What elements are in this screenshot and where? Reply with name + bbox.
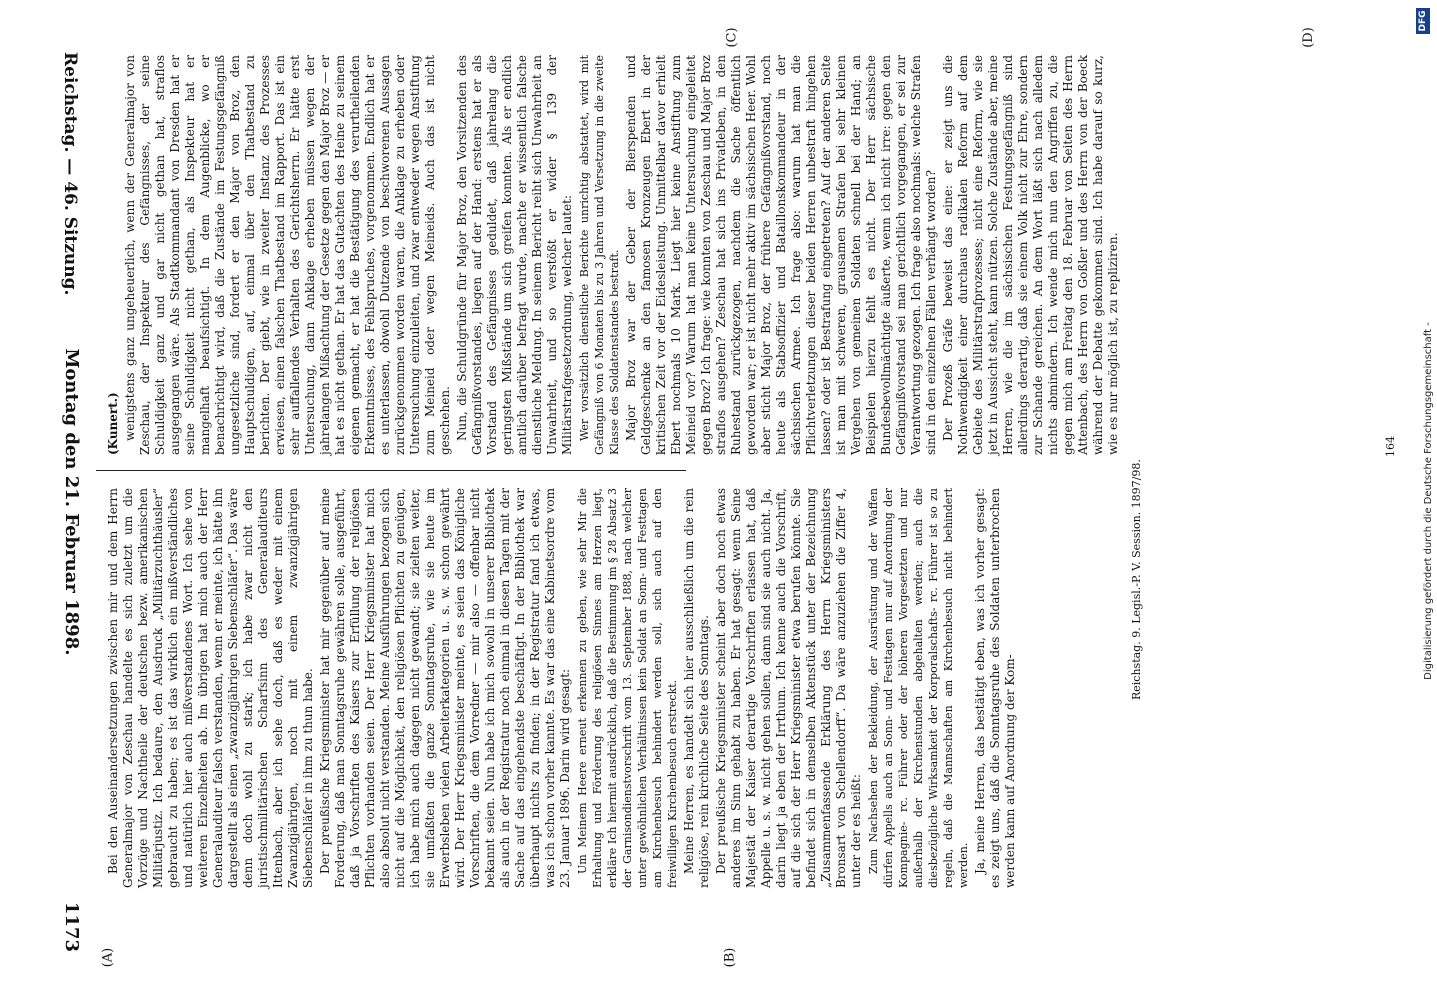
paragraph: Major Broz war der Geber der Bierspenden und Geldgeschenke an den famosen Kronzeugen Ebert in der kritischen Zeit vor der Eidesleistung. Unmittelbar davor erhielt Ebert nochmals 10 Mark. Liegt hier keine Anstiftung zum Meineid vor? Warum hat man keine Untersuchung eingeleitet gegen Broz? Ich frage: wie konnten von Zeschau und Major Broz straflos ausgehen? Zeschau hat sich ins Privatleben, in den Ruhestand zurückgezogen, nachdem die Sache öffentlich geworden war; er ist nicht mehr aktiv im sächsischen Heer. Wohl aber sticht Major Broz, der frühere Gefängnißvorstand, noch heute als Stabsoffizier und Bataillonskommandeur in der sächsischen Armee. Ich frage also: warum hat man die Pflichtverletzungen dieser beiden Herren unbestraft hingehen lassen? oder ist Bestrafung eingetreten? Auf der anderen Seite ist man mit schweren, grausamen Strafen bei sehr kleinen Vergehen von gemeinen Soldaten schnell bei der Hand; an Beispielen hierzu fehlt es nicht. Der Herr sächsische Bundesbevollmächtigte äußerte, wenn ich nicht irre: gegen den Gefängnißvorstand sei man gerichtlich vorgegangen, er sei zur Verantwortung gezogen. Ich frage also nochmals: welche Strafen sind in den einzelnen Fällen verhängt worden? — [624, 55, 938, 455]
margin-marker-c: (C) — [724, 27, 740, 48]
digitization-sidebar — [1412, 0, 1434, 1000]
right-column-text — [106, 488, 1017, 888]
left-column — [106, 55, 1120, 455]
left-column-text — [106, 55, 1120, 455]
paragraph: wenigstens ganz ungeheuerlich, wenn der Generalmajor von Zeschau, der Inspekteur des Gefängnisses, der seine Schuldigkeit ganz und gar nicht gethan hat, straflos ausgegangen wäre. Als Stadtkommandant von Dresden hat er seine Schuldigkeit nicht gethan, als Inspekteur hat er mangelhaft beaufsichtigt. In dem Augenblicke, wo er benachrichtigt wird, daß die Zustände im Festungsgefängniß ungesetzliche sind, fordert er den Major von Broz, den Hauptschuldigen, auf, einmal über den Thatbestand zu berichten. Der giebt, wie in zweiter Instanz des Prozesses erwiesen, einen falschen Thatbestand im Rapport. Das ist ein sehr auffallendes Verhalten des Gerichtsherrn. Er hätte erst Untersuchung, dann Anklage erheben müssen wegen der jahrelangen Mißachtung der Gesetze gegen den Major Broz — er hat es nicht gethan. Er hat das Gutachten des Heine zu seinem eigenen gemacht, er hat die Bestätigung des verurtheilenden Erkenntnisses, des Fehlspruches, vorgenommen. Endlich hat er es unterlassen, obwohl Dutzende von beschworenen Aussagen zurückgenommen worden waren, die Anklage zu erheben oder Untersuchung einzuleiten, und zwar entweder wegen Anstiftung zum Meineid oder wegen Meineids. Auch das ist nicht geschehen. — [123, 55, 452, 455]
quotation: Wer vorsätzlich dienstliche Berichte unrichtig abstattet, wird mit Gefängniß von 6 Monaten bis zu 3 Jahren und Versetzung in die zweite Klasse des Soldatenstandes bestraft. — [578, 55, 621, 455]
margin-marker-a: (A) — [100, 947, 116, 968]
margin-marker-d: (D) — [1300, 27, 1316, 48]
paragraph: Nun, die Schuldgründe für Major Broz, den Vorsitzenden des Gefängnißvorstandes, liegen auf der Hand: erstens hat er als Vorstand des Gefängnisses geduldet, daß jahrelang die geringsten Mißstände um sich greifen konnten. Als er endlich amtlich darüber befragt wurde, machte er wissentlich falsche dienstliche Meldung. In seinem Bericht reiht sich Unwahrheit an Unwahrheit, und so verstößt er wider § 139 der Militärstrafgesetzordnung, welcher lautet: — [455, 55, 574, 455]
paragraph: Der preußische Kriegsminister scheint aber doch noch etwas anderes im Sinn gehabt zu haben. Er hat gesagt: wenn Seine Majestät der Kaiser derartige Vorschriften erlassen hat, daß Appelle u. s. w. nicht gehen sollen, dann sind sie auch nicht. Ja, darin liegt ja eben der Irrthum. Ich kenne auch die Vorschrift, auf die sich der Herr Kriegsminister etwa berufen könnte. Sie befindet sich in demselben Aktenstück unter der Bezeichnung „Zusammenfassende Erklärung des Herrn Kriegsministers Bronsart von Schellendorff“. Da wäre anzuziehen die Ziffer 4, unter der es heißt: — [714, 488, 863, 888]
page-reference: 164 — [1384, 436, 1397, 457]
paragraph: Der preußische Kriegsminister hat mir gegenüber auf meine Forderung, daß man Sonntagsruhe gewähren solle, ausgeführt, daß ja Vorschriften des Kaisers zur Erfüllung der religiösen Pflichten vorhanden seien. Der Herr Kriegsminister hat mich also absolut nicht verstanden. Meine Ausführungen bezogen sich nicht auf die Möglichkeit, den religiösen Pflichten zu genügen, ich habe mich auch dagegen nicht gewandt; sie zielten weiter, sie umfaßten die ganze Sonntagsruhe, wie sie heute im Erwerbsleben vielen Arbeiterkategorien u. s. w. schon gewährt wird. Der Herr Kriegsminister meinte, es seien das Königliche Vorschriften, die dem Vorredner — mir also — offenbar nicht bekannt seien. Nun habe ich mich sowohl in unserer Bibliothek als auch in der Registratur noch einmal in diesen Tagen mit der Sache auf das eingehendste beschäftigt. In der Bibliothek war überhaupt nichts zu finden; in der Registratur fand ich etwas, was ich schon vorher kannte. Es war das eine Kabinetsordre vom 23. Januar 1896. Darin wird gesagt: — [318, 488, 572, 888]
margin-marker-b: (B) — [722, 947, 738, 968]
page-header — [48, 52, 88, 952]
header-session: Reichstag. — 46. Sitzung. — [60, 52, 80, 296]
speaker-label: (Kunert.) — [106, 392, 120, 455]
dfg-logo: DFG — [1416, 8, 1430, 34]
header-date: Montag den 21. Februar 1898. — [61, 348, 82, 656]
paragraph: Meine Herren, es handelt sich hier ausschließlich um die rein religiöse, rein kirchliche Seite des Sonntags. — [682, 488, 711, 888]
quotation: Um Meinem Heere erneut erkennen zu geben, wie sehr Mir die Erhaltung und Förderung des religiösen Sinnes am Herzen liegt, erkläre Ich hiermit ausdrücklich, daß die Bestimmung im § 28 Absatz 3 der Garnisondienstvorschrift vom 13. September 1888, nach welcher unter gewöhnlichen Verhältnissen kein Soldat an Sonn- und Festtagen am Kirchenbesuch behindert werden soll, sich auch auf den freiwilligen Kirchenbesuch erstreckt. — [576, 488, 679, 888]
digitization-notice: Digitalisierung gefördert durch die Deutsche Forschungsgemeinschaft - — [1423, 322, 1434, 680]
column-divider — [96, 470, 686, 471]
paragraph: Der Prozeß Gräfe beweist das eine: er zeigt uns die Nothwendigkeit einer durchaus radikalen Reform auf dem Gebiete des Militärstrafprozesses; nicht eine Reform, wie sie jetzt in Aussicht steht, kann nützen. Solche Zustände aber, meine Herren, wie die im sächsischen Festungsgefängniß sind allerdings derartig, daß sie einem Volk nicht zur Ehre, sondern zur Schande gereichen. An dem Wort läßt sich nach alledem nichts abmindern. Ich wende mich nun den Angriffen zu, die gegen mich am Freitag den 18. Februar von Seiten des Herrn Attenbach, des Herrn von Goßler und des Herrn von der Boeck während der Debatte gekommen sind. Ich habe darauf so kurz, wie es nur möglich ist, zu repliziren. — [941, 55, 1120, 455]
footer-legislature: Reichstag. 9. Legisl.-P. V. Session. 1897/98. — [1130, 459, 1143, 700]
paragraph: Bei den Auseinandersetzungen zwischen mir und dem Herrn Generalmajor von Zeschau handelte es sich zuletzt um die Vorzüge und Nachtheile der deutschen bezw. amerikanischen Militärjustiz. Ich bedaure, den Ausdruck „Militärzuchthäusler“ gebraucht zu haben; es ist das wirklich ein mißverständliches und natürlich hier auch mißverstandenes Wort. Ich sehe von weiteren Einzelheiten ab. Im übrigen hat mich auch der Herr Generalauditeur falsch verstanden, wenn er meinte, ich hätte ihn dargestellt als einen „zwanzigjährigen Siebenschläfer“. Das wäre denn doch wohl zu stark; ich habe zwar nicht den juristischmilitärischen Scharfsinn des Generalauditeurs Ittenbach, aber ich sehe doch, daß es weder mit einem Zwanzigjährigen, noch mit einem zwanzigjährigen Siebenschläfer in ihm zu thun habe. — [106, 488, 315, 888]
page-number: 1173 — [61, 901, 82, 952]
quotation: Zum Nachsehen der Bekleidung, der Ausrüstung und der Waffen dürfen Appells auch an Sonn- und Festtagen nur auf Anordnung der Kompagnie- rc. Führer oder der höheren Vorgesetzten und nur außerhalb der Kirchenstunden abgehalten werden; auch die diesbezügliche Wirksamkeit der Korporalschafts- rc. Führer ist so zu regeln, daß die Mannschaften am Kirchenbesuch nicht behindert werden. — [867, 488, 970, 888]
right-column — [106, 488, 1017, 888]
paragraph: Ja, meine Herren, das bestätigt eben, was ich vorher gesagt: es zeigt uns, daß die Sonntagsruhe des Soldaten unterbrochen werden kann auf Anordnung der Kom- — [973, 488, 1017, 888]
